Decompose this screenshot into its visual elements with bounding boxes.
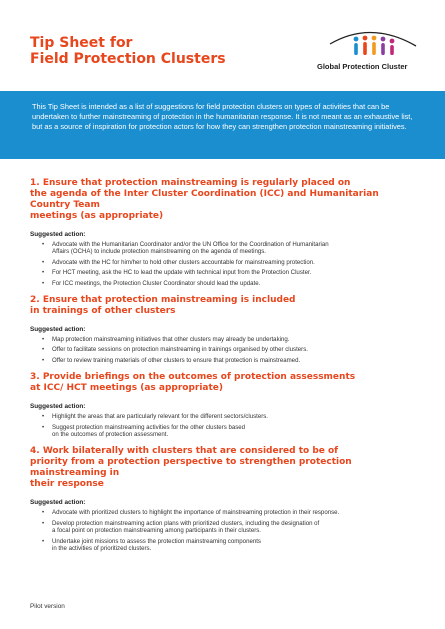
- action-list: [30, 413, 420, 438]
- section-2: [30, 295, 420, 364]
- action-item-line: on the outcomes of protection assessment.: [52, 431, 169, 439]
- section-title: [30, 295, 420, 317]
- action-item: [52, 346, 420, 353]
- action-item-line: • Advocate with the Humanitarian Coordinator and/or the UN Office for the Coordination of Humanitarian: [52, 241, 329, 248]
- action-item-line: • Advocate with prioritized clusters to highlight the importance of mainstreaming protection in their response.: [52, 509, 340, 517]
- section-title: [30, 178, 420, 222]
- section-title-line: 3. Provide briefings on the outcomes of protection assessments: [30, 372, 356, 383]
- section-title-line: 1. Ensure that protection mainstreaming is regularly placed on: [30, 178, 351, 188]
- action-item-line: • Undertake joint missions to assess the protection mainstreaming components: [52, 537, 261, 545]
- page-title-line-2: Field Protection Clusters: [30, 51, 226, 67]
- logo-text: Global Protection Cluster: [317, 62, 408, 71]
- action-item-line: • Advocate with the HC for him/her to hold other clusters accountable for mainstreaming protection.: [52, 258, 315, 266]
- section-1: [30, 178, 420, 287]
- section-title: [30, 372, 420, 394]
- action-item-line: • Develop protection mainstreaming action plans with prioritized clusters, including the designation of: [52, 519, 320, 527]
- action-item-line: • For HCT meeting, ask the HC to lead the update with technical input from the Protection Cluster.: [52, 269, 312, 277]
- action-item: [52, 280, 420, 287]
- action-item: [52, 336, 420, 343]
- action-item: [52, 413, 420, 420]
- section-title: [30, 446, 420, 490]
- page-title-line-1: Tip Sheet for: [30, 35, 133, 51]
- suggested-action-label: Suggested action:: [30, 231, 86, 238]
- action-list: [30, 241, 420, 287]
- action-item-line: • Suggest protection mainstreaming activities for the other clusters based: [52, 423, 246, 431]
- intro-text: This Tip Sheet is intended as a list of suggestions for field protection clusters on types of activities that can be undertaken to further mainstreaming of protection in the humanitarian response. It is not meant as an exhaustive list, but as a source of inspiration for protection actors for how they can strengthen protection mainstreaming initiatives.: [32, 102, 413, 132]
- action-item-line: Affairs (OCHA) to include protection mainstreaming on the agenda of meetings.: [52, 248, 266, 256]
- title-block: [30, 35, 226, 67]
- section-title-line: the agenda of the Inter Cluster Coordination (ICC) and Humanitarian Country Team: [30, 189, 379, 210]
- action-item-line: • Map protection mainstreaming initiatives that other clusters may already be undertaking.: [52, 336, 290, 344]
- action-item-line: in the activities of prioritized clusters.: [52, 545, 152, 553]
- action-item-line: • Offer to facilitate sessions on protection mainstreaming in trainings organised by other clusters.: [52, 346, 308, 354]
- section-title-line: meetings (as appropriate): [30, 211, 164, 221]
- action-item: [52, 509, 420, 516]
- action-item-line: • Offer to review training materials of other clusters to ensure that protection is mainstreamed.: [52, 356, 301, 364]
- sections-container: [30, 178, 420, 561]
- action-item: [52, 241, 420, 256]
- action-list: [30, 336, 420, 364]
- section-title-line: 4. Work bilaterally with clusters that are considered to be of: [30, 446, 339, 457]
- section-title-line: in trainings of other clusters: [30, 306, 176, 317]
- action-item: [52, 424, 420, 439]
- section-title-line: priority from a protection perspective to strengthen protection mainstreaming in: [30, 457, 352, 479]
- action-item: [52, 269, 420, 276]
- suggested-action-label: Suggested action:: [30, 326, 86, 334]
- suggested-action-label: Suggested action:: [30, 403, 86, 411]
- section-3: [30, 372, 420, 438]
- action-item: [52, 357, 420, 364]
- action-item-line: a focal point on protection mainstreaming among participants in their clusters.: [52, 527, 261, 535]
- action-item: [52, 538, 420, 553]
- footer-text: Pilot version: [30, 603, 65, 610]
- action-item-line: • For ICC meetings, the Protection Cluster Coordinator should lead the update.: [52, 279, 261, 287]
- intro-banner: [0, 91, 445, 159]
- section-title-line: their response: [30, 479, 104, 490]
- section-title-line: at ICC/ HCT meetings (as appropriate): [30, 383, 224, 394]
- action-item-line: • Highlight the areas that are particularly relevant for the different sectors/clusters.: [52, 413, 268, 421]
- suggested-action-label: Suggested action:: [30, 499, 86, 507]
- action-list: [30, 509, 420, 552]
- section-4: [30, 446, 420, 552]
- section-title-line: 2. Ensure that protection mainstreaming is included: [30, 295, 296, 306]
- action-item: [52, 520, 420, 535]
- action-item: [52, 259, 420, 266]
